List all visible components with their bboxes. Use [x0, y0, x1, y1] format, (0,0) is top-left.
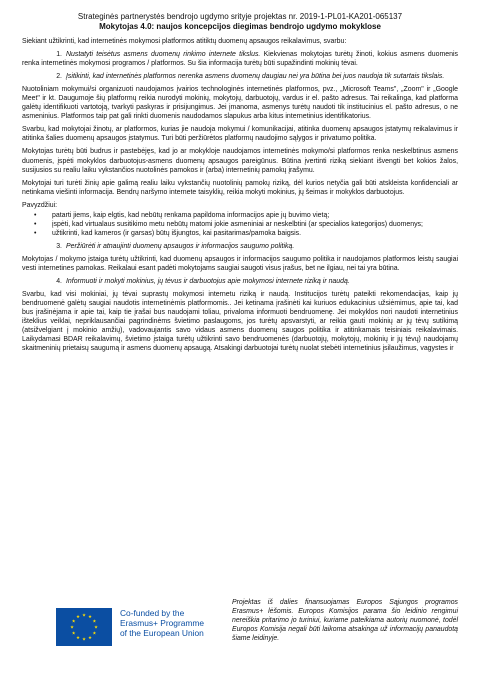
eu-star-icon: ★	[87, 635, 93, 641]
examples-label: Pavyzdžiui:	[22, 201, 58, 209]
section-heading-text: Įsitikinti, kad internetinės platformos nerenka asmens duomenų daugiau nei yra būtina bei juos naudoja tik sutartais tikslais.	[66, 73, 445, 81]
section-heading-text: Informuoti ir mokyti mokinius, jų tėvus ir darbuotojus apie mokymosi internete riziką ir naudą.	[66, 278, 350, 286]
section-number: 2.	[56, 73, 62, 81]
eu-stars-icon	[56, 608, 112, 646]
document-header	[22, 12, 458, 32]
paragraph: Mokytojas / mokymo įstaiga turėtų užtikrinti, kad duomenų apsaugos ir informacijos saugumo politika ir naudojamos platformos leistų saugiai vesti internetines pamokas. Reikalaui esant padėti mokytojams saugiai saugoti visus įrašus, bet ne ilgiau, nei tai yra būtina.	[22, 255, 458, 272]
paragraph: Nuotoliniam mokymui/si organizuoti naudojamos įvairios technologinės internetinės platformos, pvz., „Microsoft Teams", „Zoom" ir „Google Meet" ir kt. Daugumoje šių platformų reikia nurodyti mokinių, mokytojų, darbuotojų, vardus ir el. pašto adresus. Tai reikalinga, kad platforma galėtų identifikuoti vartotoją, tvarkyti paskyras ir prisijungimus. Jei įmanoma, asmenys turėtų naudoti tik institucinius el. pašto adresus, o ne asmeninius. Platformos taip pat gali rinkti duomenis naudodamos slapukus arba kitus internetinius identifikatorius.	[22, 86, 458, 121]
eu-star-icon: ★	[81, 613, 87, 619]
eu-star-icon: ★	[75, 635, 81, 641]
section-number: 4.	[56, 278, 62, 286]
eu-star-icon: ★	[75, 615, 81, 621]
paragraph: Svarbu, kad mokytojai žinotų, ar platformos, kurias jie naudoja mokymui / komunikacijai, atitinka duomenų apsaugos įstatymų reikalavimus ir atitinka šalies duomenų apsaugos įstatymus. Turi būti peržiūrėtos platformų naudojimo sąlygos ir privatumo politika.	[22, 126, 458, 143]
eu-star-icon: ★	[92, 619, 97, 625]
document-title: Mokytojas 4.0: naujos koncepcijos diegimas bendrojo ugdymo mokyklose	[99, 22, 381, 31]
document-body	[22, 37, 458, 353]
section-heading-1	[22, 50, 458, 68]
eu-flag-icon	[56, 608, 112, 646]
eu-star-icon: ★	[71, 631, 76, 637]
examples-list	[22, 211, 458, 238]
project-reference: Strateginės partnerystės bendrojo ugdymo srityje projektas nr. 2019-1-PL01-KA201-065137	[77, 12, 403, 21]
section-number: 3.	[56, 242, 62, 250]
section-heading-2	[22, 72, 458, 81]
footer	[22, 592, 458, 672]
paragraph: Mokytojai turi turėti žinių apie galimą realiu laiku vykstančių nuotolinių pamokų riziką, dėl kurios netyčia gali būti atskleista konfidenciali ar netinkama viešinti informacija. Bendrų naršymo internete taisyklių, reikia mokyti mokinius, jų šeimas ir mokyklos darbuotojus.	[22, 179, 458, 196]
erasmus-logo-text	[120, 608, 204, 638]
eu-star-icon: ★	[71, 619, 76, 625]
list-item: • užtikrinti, kad kameros (ir garsas) būtų išjungtos, kai pasitarimas/pamoka baigsis.	[22, 229, 458, 238]
eu-star-icon: ★	[92, 631, 97, 637]
section-heading-3	[22, 242, 458, 251]
paragraph: Mokytojas turėtų būti budrus ir pastebėjęs, kad jo ar mokykloje naudojamos internetinės mokymo/si platformos renka neskelbtinus asmens duomenis, įspėti mokyklos darbuotojus-asmens duomenų apsaugos pareigūnus. Būtina įvertinti riziką siekiant išvengti bet kokios žalos, susijusios su realiu laiku vykstančios nuotolinės pamokos ir (arba) internetinių pamokų įrašymu.	[22, 148, 458, 174]
logo-line: Co-funded by the	[120, 608, 185, 618]
logo-line: Erasmus+ Programme	[120, 618, 205, 628]
paragraph: Svarbu, kad visi mokiniai, jų tėvai suprastų mokymosi internetu riziką ir naudą. Institucijos turėtų pateikti rekomendacijas, kaip jų bendruomenė galėtų saugiai naudotis internetinėmis platformomis.. Jei ketinama įrašinėti kai kuriuos edukacinius užsiėmimus, apie tai, kad bus įrašinėjama ir apie tai, kaip tie įrašai bus naudojami toliau, privaloma informuoti bendruomenę. Jei mokyklos nori naudoti internetinius išteklius veiklai, nepriklausančiai pagrindinėms švietimo paslaugoms, jos turėtų apsvarstyti, ar reikia gauti mokinių ar jų tėvų sutikimą (atsižvelgiant į mokinio amžių), vadovaujantis savo vidaus asmens duomenų saugos politika ir atitinkamais teisiniais reikalavimais. Laikydamasi BDAR reikalavimų, švietimo įstaiga turėtų užtikrinti savo bendruomenės (darbuotojų, mokytojų, mokinių ir jų tėvų) naudojamų skaitmeninių prietaisų saugumą ir asmens duomenų apsaugą. Atsakingi darbuotojai turėtų nuolat stebėti internetinius įsilaužimus, vagystes ir	[22, 291, 458, 353]
eu-star-icon: ★	[87, 615, 93, 621]
eu-star-icon: ★	[69, 625, 75, 631]
section-number: 1.	[56, 51, 62, 59]
logo-line: of the European Union	[120, 628, 204, 638]
section-heading-text: Nustatyti teisėtus asmens duomenų rinkimo internete tikslus.	[66, 51, 261, 59]
funding-disclaimer: Projektas iš dalies finansuojamas Europos Sąjungos programos Erasmus+ lėšomis. Europos Komisijos parama šio leidinio rengimui nereiškia pritarimo jo turiniui, kuriame pateikiama autorių nuomonė, todėl Europos Komisija negali būti laikoma atsakinga už informacijų panaudotą šiame leidinyje.	[232, 599, 458, 642]
list-item: • patarti jiems, kaip elgtis, kad nebūtų renkama papildoma informacijos apie jų buvimo vietą;	[22, 211, 458, 220]
section-heading-4	[22, 277, 458, 286]
section-text: Kiekvienas mokytojas turėtų žinoti, kokius asmens duomenis renka internetinės mokymosi programos / platformos. Su šia informacija turėtų būti supažindinti mokinių tėvai.	[22, 51, 458, 68]
eu-star-icon: ★	[81, 637, 87, 643]
intro-paragraph: Siekiant užtikrinti, kad internetinės mokymosi platformos atitiktų duomenų apsaugos reikalavimus, svarbu:	[22, 38, 347, 45]
eu-star-icon: ★	[93, 625, 99, 631]
list-item: • įspėti, kad virtualaus susitikimo metu nebūtų matomi jokie asmeniniai ar neskelbtini (ar specialios kategorijos) duomenys;	[22, 220, 458, 229]
section-heading-text: Peržiūrėti ir atnaujinti duomenų apsaugos ir informacijos saugumo politiką.	[66, 242, 295, 250]
